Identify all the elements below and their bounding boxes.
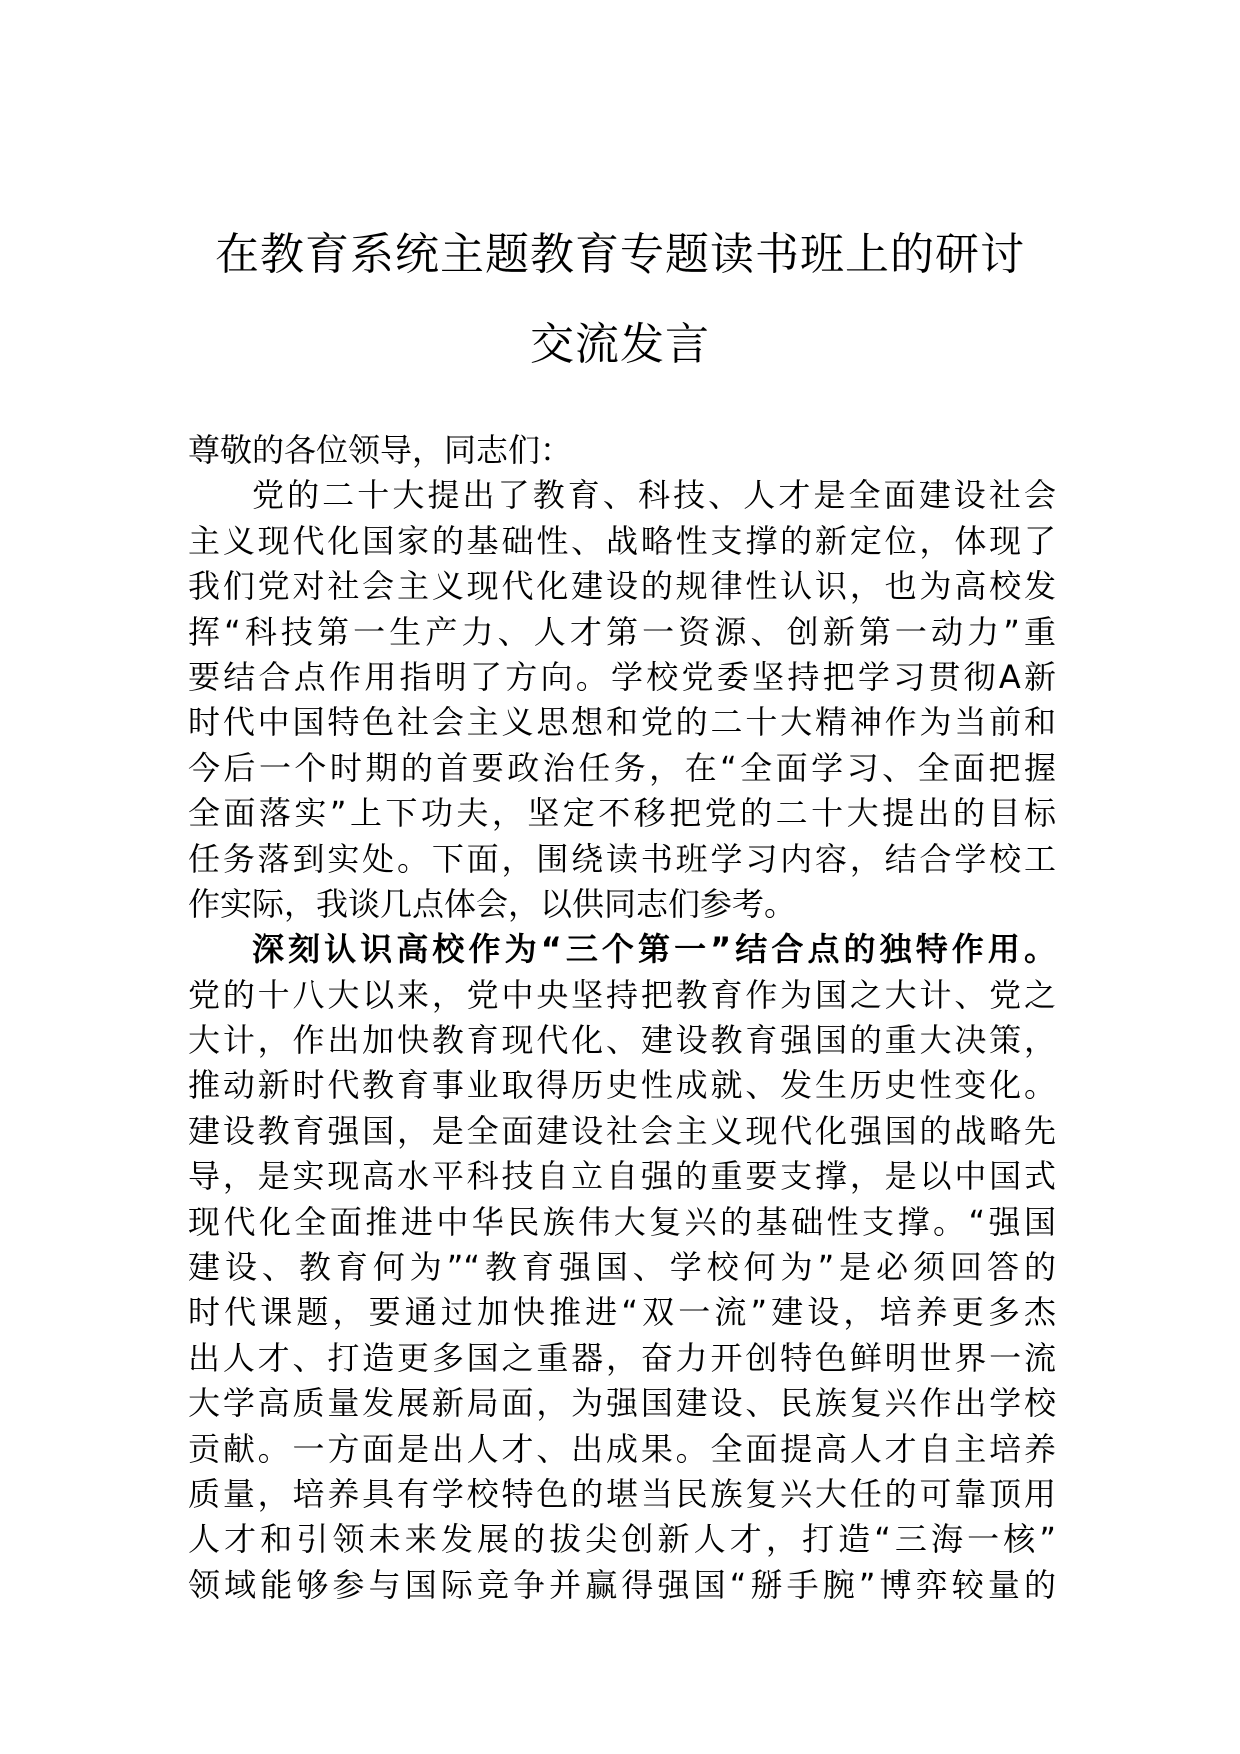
document-title-line-1: 在教育系统主题教育专题读书班上的研讨: [215, 229, 1025, 280]
salutation: 尊敬的各位领导，同志们：: [188, 431, 573, 469]
body-line: 建设、教育何为”“教育强国、学校何为”是必须回答的: [188, 1248, 1056, 1287]
body-line: 大计，作出加快教育现代化、建设教育强国的重大决策，: [188, 1021, 1056, 1060]
body-line: 推动新时代教育事业取得历史性成就、发生历史性变化。: [188, 1066, 1056, 1105]
body-line: 大学高质量发展新局面，为强国建设、民族复兴作出学校: [188, 1384, 1056, 1423]
body-line: 主义现代化国家的基础性、战略性支撑的新定位，体现了: [188, 521, 1056, 560]
body-line: 时代课题，要通过加快推进“双一流”建设，培养更多杰: [188, 1293, 1056, 1332]
body-line: 要结合点作用指明了方向。学校党委坚持把学习贯彻A新: [188, 657, 1056, 696]
body-line: 人才和引领未来发展的拔尖创新人才，打造“三海一核”: [188, 1520, 1056, 1559]
body-line: 党的十八大以来，党中央坚持把教育作为国之大计、党之: [188, 975, 1056, 1014]
body-line: 任务落到实处。下面，围绕读书班学习内容，结合学校工: [188, 839, 1056, 878]
body-line: 现代化全面推进中华民族伟大复兴的基础性支撑。“强国: [188, 1202, 1056, 1241]
body-line: 建设教育强国，是全面建设社会主义现代化强国的战略先: [188, 1111, 1056, 1150]
body-line: 时代中国特色社会主义思想和党的二十大精神作为当前和: [188, 703, 1056, 742]
body-line: 我们党对社会主义现代化建设的规律性认识，也为高校发: [188, 567, 1056, 606]
body-line: 全面落实”上下功夫，坚定不移把党的二十大提出的目标: [188, 794, 1056, 833]
body-line: 挥“科技第一生产力、人才第一资源、创新第一动力”重: [188, 612, 1056, 651]
body-line: 贡献。一方面是出人才、出成果。全面提高人才自主培养: [188, 1429, 1056, 1468]
body-line: 作实际，我谈几点体会，以供同志们参考。: [188, 884, 797, 923]
document-title-line-2: 交流发言: [530, 319, 710, 370]
body-line: 党的二十大提出了教育、科技、人才是全面建设社会: [252, 476, 1056, 515]
body-line: 导，是实现高水平科技自立自强的重要支撑，是以中国式: [188, 1157, 1056, 1196]
body-line: 出人才、打造更多国之重器，奋力开创特色鲜明世界一流: [188, 1338, 1056, 1377]
body-line: 质量，培养具有学校特色的堪当民族复兴大任的可靠顶用: [188, 1474, 1056, 1513]
body-line: 领域能够参与国际竞争并赢得强国“掰手腕”博弈较量的: [188, 1565, 1056, 1604]
body-line: 今后一个时期的首要政治任务，在“全面学习、全面把握: [188, 748, 1056, 787]
document-body: [188, 428, 1056, 1608]
section-heading: 深刻认识高校作为“三个第一”结合点的独特作用。: [252, 930, 1056, 969]
